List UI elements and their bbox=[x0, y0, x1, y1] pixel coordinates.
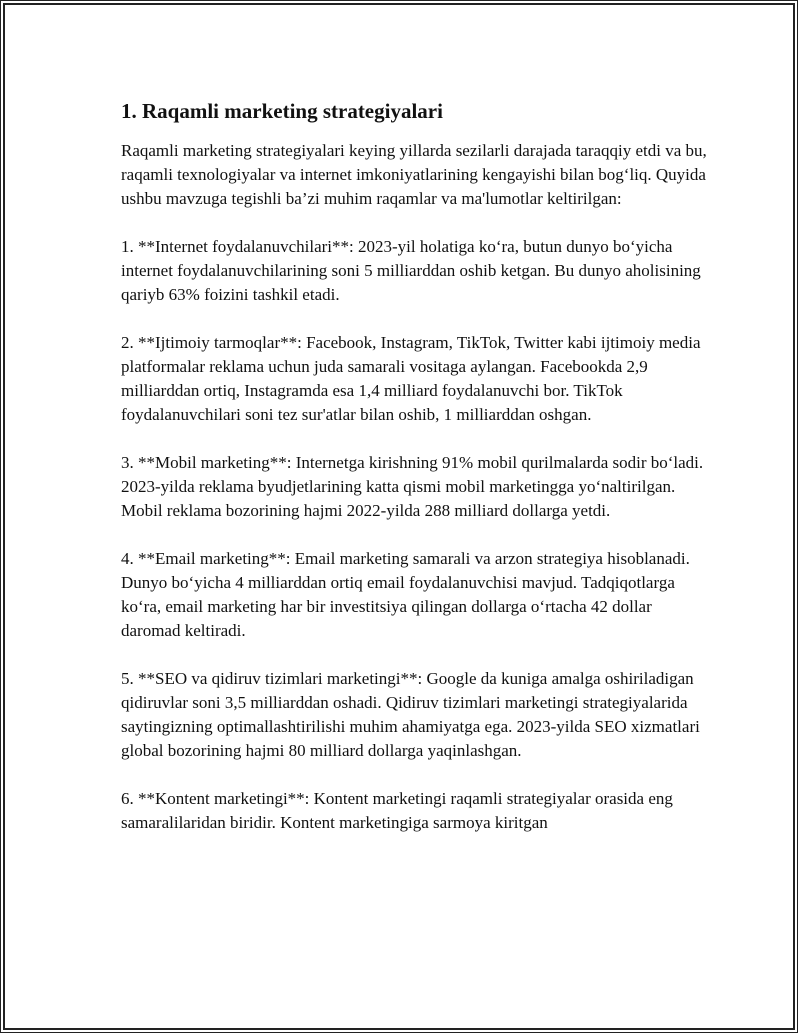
page-frame bbox=[3, 3, 795, 1030]
list-item-email-marketing: 4. **Email marketing**: Email marketing samarali va arzon strategiya hisoblanadi. Dunyo bo‘yicha 4 milliarddan ortiq email foydalanuvchisi mavjud. Tadqiqotlarga ko‘ra, email marketing har bir investitsiya qilingan dollarga o‘rtacha 42 dollar daromad keltiradi. bbox=[121, 549, 690, 640]
list-item-mobile-marketing: 3. **Mobil marketing**: Internetga kirishning 91% mobil qurilmalarda sodir bo‘ladi. 2023-yilda reklama byudjetlarining katta qismi mobil marketingga yo‘naltirilgan. Mobil reklama bozorining hajmi 2022-yilda 288 milliard dollarga yetdi. bbox=[121, 453, 704, 520]
list-item-social-networks: 2. **Ijtimoiy tarmoqlar**: Facebook, Instagram, TikTok, Twitter kabi ijtimoiy media platformalar reklama uchun juda samarali vositaga aylangan. Facebookda 2,9 milliarddan ortiq, Instagramda esa 1,4 milliard foydalanuvchi bor. TikTok foydalanuvchilari soni tez sur'atlar bilan oshib, 1 milliarddan oshgan. bbox=[121, 333, 701, 424]
list-item-content-marketing: 6. **Kontent marketingi**: Kontent marketingi raqamli strategiyalar orasida eng samaralilaridan biridir. Kontent marketingiga sarmoya kiritgan bbox=[121, 789, 673, 832]
intro-paragraph: Raqamli marketing strategiyalari keying yillarda sezilarli darajada taraqqiy etdi va bu, raqamli texnologiyalar va internet imkoniyatlarining kengayishi bilan bog‘liq. Quyida ushbu mavzuga tegishli ba’zi muhim raqamlar va ma'lumotlar keltirilgan: bbox=[121, 141, 707, 208]
list-item-seo-marketing: 5. **SEO va qidiruv tizimlari marketingi**: Google da kuniga amalga oshiriladigan qidiruvlar soni 3,5 milliarddan oshadi. Qidiruv tizimlari marketingi strategiyalarida saytingizning optimallashtirilishi muhim ahamiyatga ega. 2023-yilda SEO xizmatlari global bozorining hajmi 80 milliard dollarga yaqinlashgan. bbox=[121, 669, 700, 760]
document-title: 1. Raqamli marketing strategiyalari bbox=[121, 99, 443, 123]
document-body bbox=[121, 97, 711, 859]
list-item-internet-users: 1. **Internet foydalanuvchilari**: 2023-yil holatiga ko‘ra, butun dunyo bo‘yicha internet foydalanuvchilarining soni 5 milliarddan oshib ketgan. Bu dunyo aholisining qariyb 63% foizini tashkil etadi. bbox=[121, 237, 701, 304]
